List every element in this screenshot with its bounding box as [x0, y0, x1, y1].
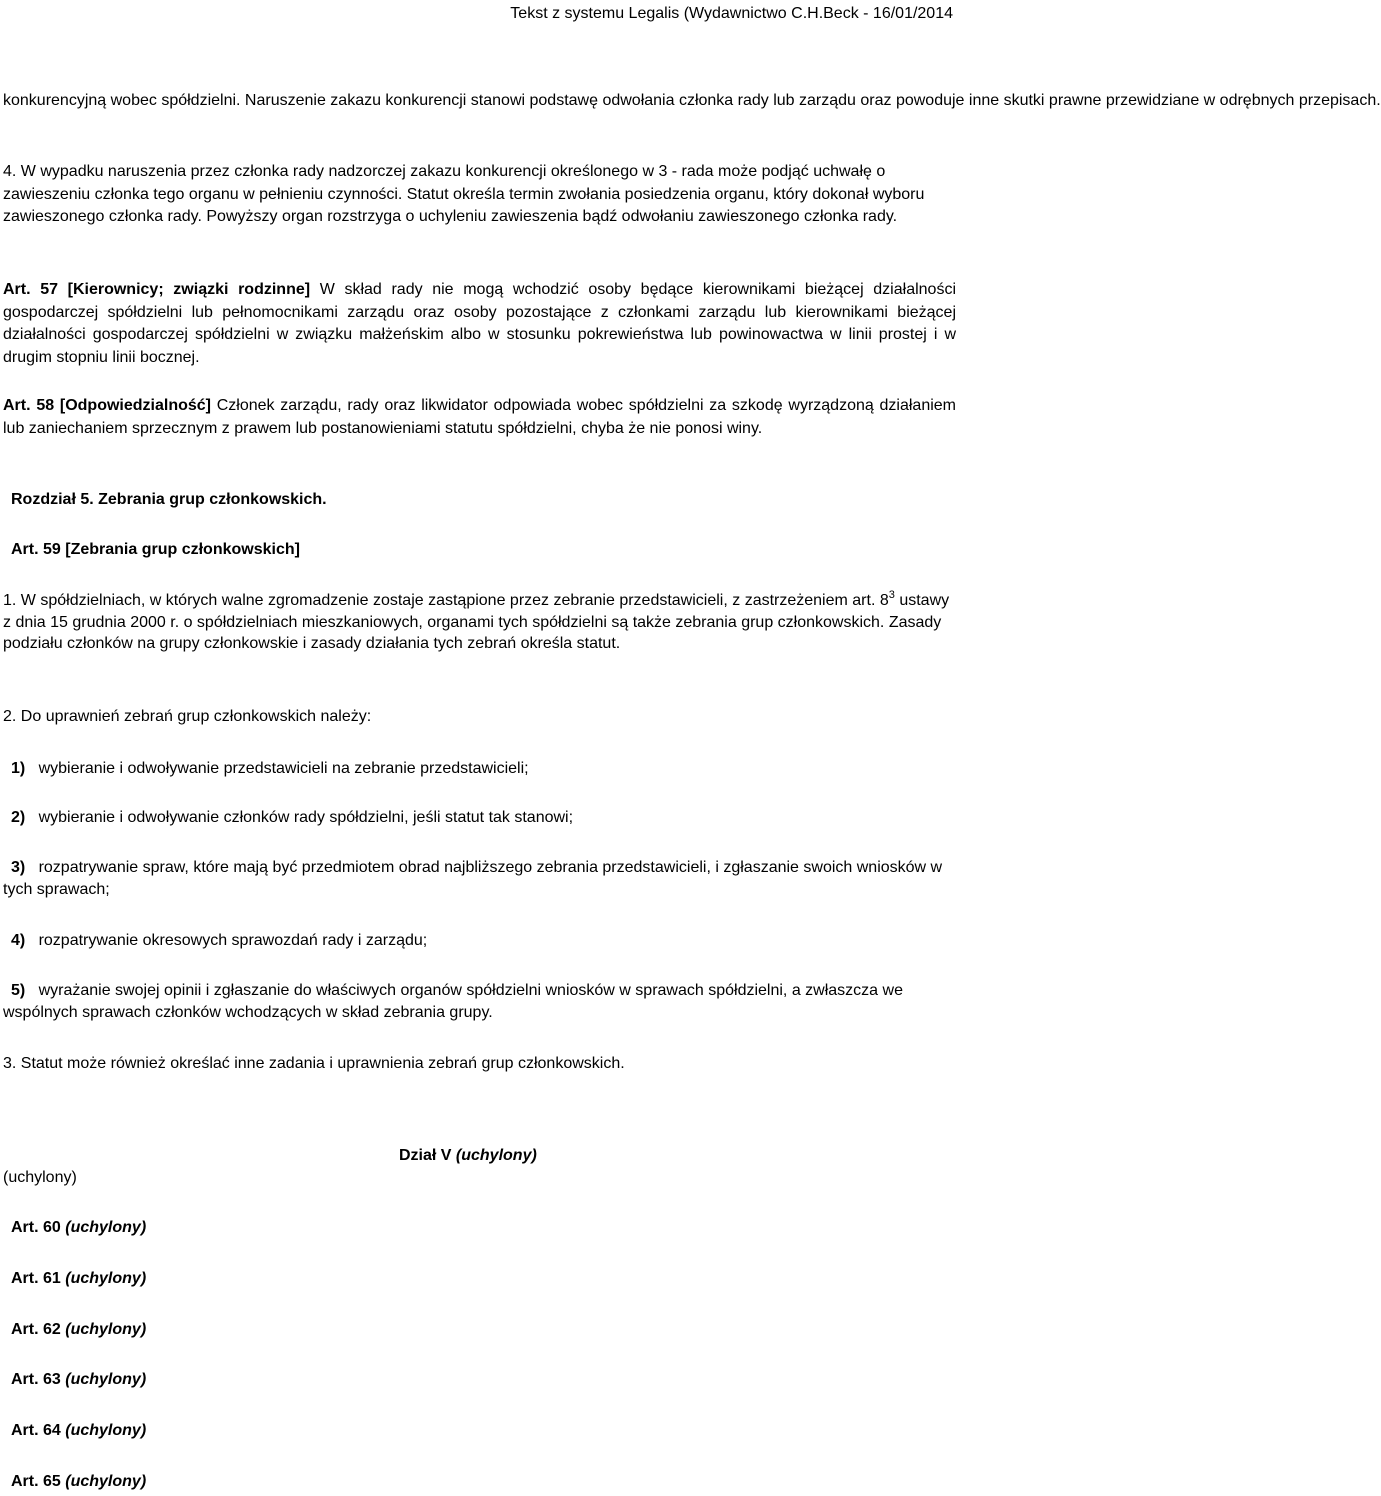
article-57	[3, 279, 956, 369]
list-item-2: 2) wybieranie i odwoływanie członków rady spółdzielni, jeśli statut tak stanowi;	[11, 809, 574, 826]
article-58-text: Członek zarządu, rady oraz likwidator odpowiada wobec spółdzielni za szkodę wyrządzoną działaniem lub zaniechaniem sprzecznym z prawem lub postanowieniami statutu spółdzielni, chyba że nie ponosi winy.	[3, 397, 956, 437]
article-58-heading: Art. 58 [Odpowiedzialność]	[3, 397, 211, 414]
paragraph-4: 4. W wypadku naruszenia przez członka rady nadzorczej zakazu konkurencji określonego w 3 - rada może podjąć uchwałę o zawieszeniu członka tego organu w pełnieniu czynności. Statut określa termin zwołania posiedzenia organu, który dokonał wyboru zawieszonego członka rady. Powyższy organ rozstrzyga o uchyleniu zawieszenia bądź odwołaniu zawieszonego członka rady.	[3, 163, 925, 225]
document-header: Tekst z systemu Legalis (Wydawnictwo C.H.Beck - 16/01/2014	[510, 5, 953, 22]
article-60: Art. 60 (uchylony)	[11, 1219, 147, 1236]
list-item-1: 1) wybieranie i odwoływanie przedstawicieli na zebranie przedstawicieli;	[11, 760, 529, 777]
article-61: Art. 61 (uchylony)	[11, 1270, 147, 1287]
superscript: 3	[888, 589, 895, 601]
chapter-5-title: Rozdział 5. Zebrania grup członkowskich.	[11, 491, 327, 508]
article-57-text: W skład rady nie mogą wchodzić osoby będące kierownikami bieżącej działalności gospodarczej spółdzielni lub pełnomocnikami zarządu oraz osoby pozostające z członkami zarządu lub kierownikami bieżącej działalności gospodarczej spółdzielni w związku małżeńskim albo w stosunku pokrewieństwa lub powinowactwa w linii prostej i w drugim stopniu linii bocznej.	[3, 281, 956, 366]
article-57-heading: Art. 57 [Kierownicy; związki rodzinne]	[3, 281, 311, 298]
article-59-para-2: 2. Do uprawnień zebrań grup członkowskich należy:	[3, 708, 372, 725]
list-item-5: 5) wyrażanie swojej opinii i zgłaszanie do właściwych organów spółdzielni wniosków w sprawach spółdzielni, a zwłaszcza we wspólnych sprawach członków wchodzących w skład zebrania grupy.	[3, 982, 903, 1021]
division-5-note: (uchylony)	[3, 1169, 77, 1186]
article-65: Art. 65 (uchylony)	[11, 1473, 147, 1490]
article-59-heading: Art. 59 [Zebrania grup członkowskich]	[11, 541, 300, 558]
list-item-4: 4) rozpatrywanie okresowych sprawozdań rady i zarządu;	[11, 932, 428, 949]
article-62: Art. 62 (uchylony)	[11, 1321, 147, 1338]
list-item-3: 3) rozpatrywanie spraw, które mają być przedmiotem obrad najbliższego zebrania przedstawicieli, i zgłaszanie swoich wniosków w tych sprawach;	[3, 859, 943, 898]
article-59-para-1: 1. W spółdzielniach, w których walne zgromadzenie zostaje zastąpione przez zebranie przedstawicieli, z zastrzeżeniem art. $8^3$ ustawy z dnia 15 grudnia 2000 r. o spółdzielniach mieszkaniowych, organami tych spółdzielni są także zebrania grup członkowskich. Zasady podziału członków na grupy członkowskie i zasady działania tych zebrań określa statut.	[3, 589, 950, 652]
article-58	[3, 395, 956, 440]
article-64: Art. 64 (uchylony)	[11, 1422, 147, 1439]
division-5-title: Dział V (uchylony)	[399, 1147, 537, 1164]
article-59-para-3: 3. Statut może również określać inne zadania i uprawnienia zebrań grup członkowskich.	[3, 1055, 625, 1072]
article-63: Art. 63 (uchylony)	[11, 1371, 147, 1388]
paragraph-continuation: konkurencyjną wobec spółdzielni. Naruszenie zakazu konkurencji stanowi podstawę odwołania członka rady lub zarządu oraz powoduje inne skutki prawne przewidziane w odrębnych przepisach.	[3, 92, 1381, 109]
